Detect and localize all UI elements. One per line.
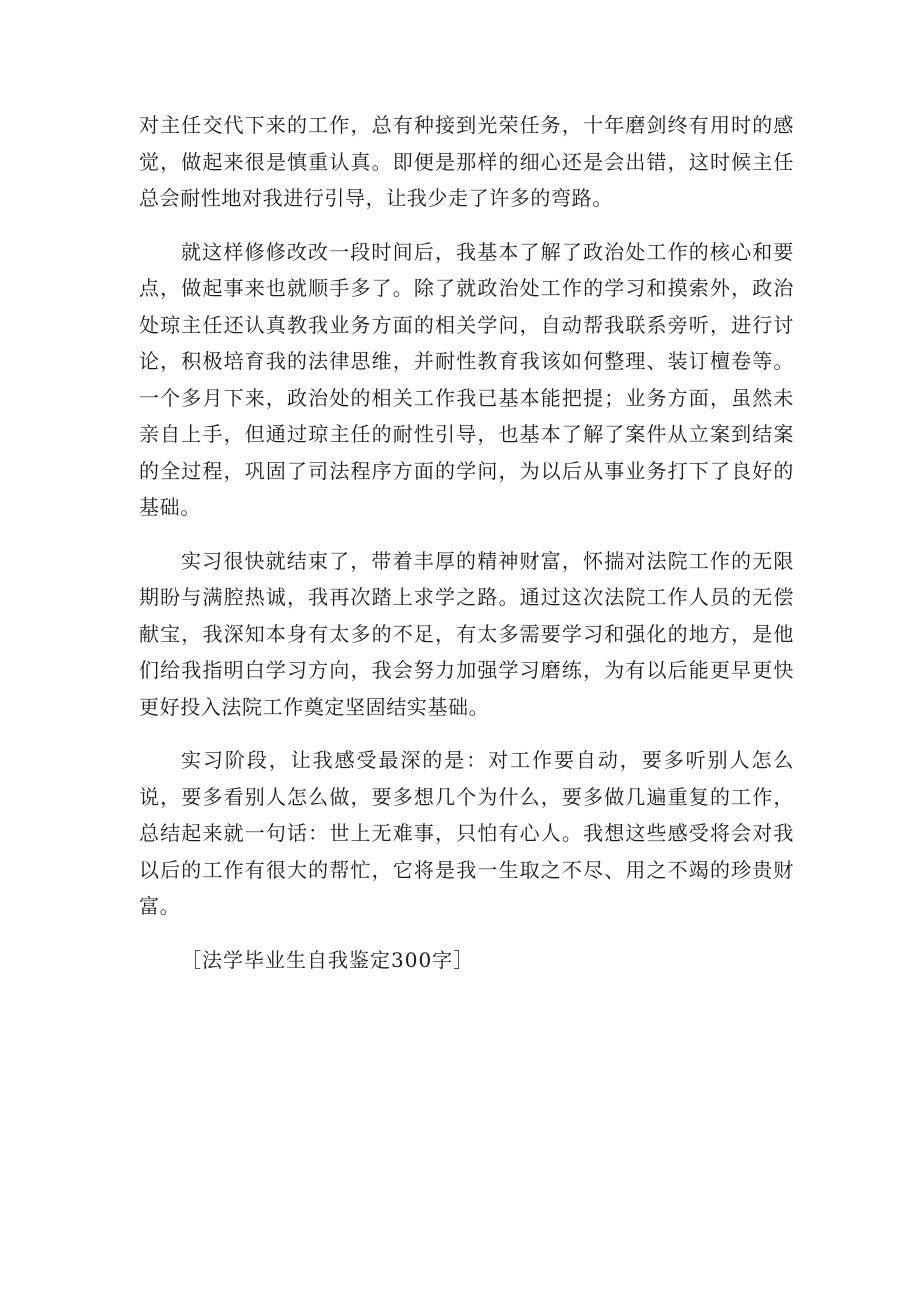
paragraph-4: 实习阶段，让我感受最深的是：对工作要自动，要多听别人怎么说，要多看别人怎么做，要多想几个为什么，要多做几遍重复的工作，总结起来就一句话：世上无难事，只怕有心人。我想这些感受将会对我以后的工作有很大的帮忙，它将是我一生取之不尽、用之不竭的珍贵财富。 [139, 748, 794, 918]
paragraph-3: 实习很快就结束了，带着丰厚的精神财富，怀揣对法院工作的无限期盼与满腔热诚，我再次踏上求学之路。通过这次法院工作人员的无偿献宝，我深知本身有太多的不足，有太多需要学习和强化的地方，是他们给我指明白学习方向，我会努力加强学习磨练，为有以后能更早更快更好投入法院工作奠定坚固结实基础。 [139, 548, 794, 719]
paragraph-1: 对主任交代下来的工作，总有种接到光荣任务，十年磨剑终有用时的感觉，做起来很是慎重认真。即便是那样的细心还是会出错，这时候主任总会耐性地对我进行引导，让我少走了许多的弯路。 [139, 113, 794, 210]
paragraph-2: 就这样修修改改一段时间后，我基本了解了政治处工作的核心和要点，做起事来也就顺手多了。除了就政治处工作的学习和摸索外，政治处琼主任还认真教我业务方面的相关学问，自动帮我联系旁听，进行讨论，积极培育我的法律思维，并耐性教育我该如何整理、装订檀卷等。一个多月下来，政治处的相关工作我已基本能把提；业务方面，虽然未亲自上手，但通过琼主任的耐性引导，也基本了解了案件从立案到结案的全过程，巩固了司法程序方面的学问，为以后从事业务打下了良好的基础。 [139, 239, 794, 519]
document-body [139, 107, 794, 978]
document-caption: ［法学毕业生自我鉴定300字］ [181, 947, 475, 972]
